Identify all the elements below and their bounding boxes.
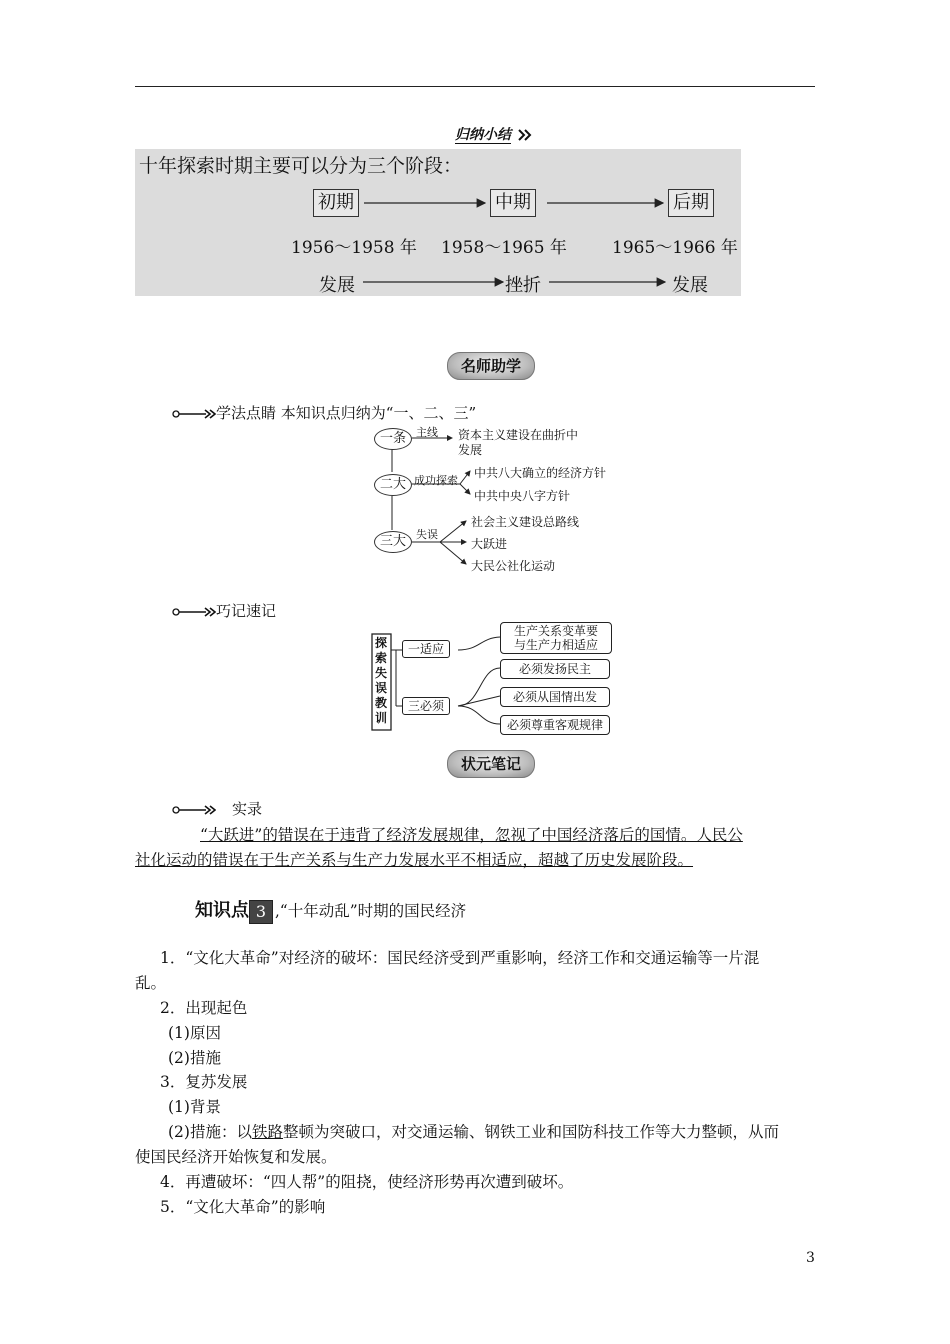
stage-early: 初期 xyxy=(313,189,359,217)
kp-item-3-1: (1)背景 xyxy=(168,1098,221,1116)
success-item-2: 中共中央八字方针 xyxy=(474,489,571,503)
bullet-arrow-icon xyxy=(172,805,216,815)
node-two: 二大 xyxy=(374,474,412,496)
bullet-arrow-icon xyxy=(172,409,216,419)
summary-heading: 归纳小结 xyxy=(455,127,511,143)
memory-fit-item-1: 生产关系变革要 xyxy=(513,624,598,638)
kp-item-4: 4．再遭破坏：“四人帮”的阻挠，使经济形势再次遭到破坏。 xyxy=(160,1173,574,1191)
method-bullet xyxy=(172,402,476,423)
kp-item-1: 1．“文化大革命”对经济的破坏：国民经济受到严重影响，经济工作和交通运输等一片混 xyxy=(160,949,760,967)
memory-must-3: 必须尊重客观规律 xyxy=(500,715,610,735)
success-item-1: 中共八大确立的经济方针 xyxy=(474,466,607,480)
kp-item-2-2: (2)措施 xyxy=(168,1049,221,1067)
kp-item-2-1: (1)原因 xyxy=(168,1024,221,1042)
memory-bullet xyxy=(172,600,276,621)
years-middle: 1958～1965 年 xyxy=(441,238,567,258)
measure-underlined: 铁路 xyxy=(251,1123,283,1141)
years-late: 1965～1966 年 xyxy=(612,238,738,258)
trend-early: 发展 xyxy=(319,275,355,296)
memory-root: 探索失误教训 xyxy=(374,636,387,725)
branch-mistake: 失误 xyxy=(416,528,438,541)
memory-label: 巧记速记 xyxy=(216,602,277,620)
branch-main: 主线 xyxy=(416,426,438,439)
notes-bullet xyxy=(172,798,262,819)
kp-prefix: 知识点 xyxy=(195,900,249,921)
summary-intro: 十年探索时期主要可以分为三个阶段： xyxy=(139,155,463,177)
memory-fit-item-2: 与生产力相适应 xyxy=(513,638,598,652)
header-rule xyxy=(135,86,815,87)
method-label: 学法点睛 本知识点归纳为“一、二、三” xyxy=(216,404,477,422)
kp-item-5: 5．“文化大革命”的影响 xyxy=(160,1198,326,1216)
mistake-item-2: 大跃进 xyxy=(471,537,508,551)
trend-late: 发展 xyxy=(672,275,708,296)
notes-line-1 xyxy=(200,822,815,848)
main-item-2: 发展 xyxy=(458,443,483,457)
memory-must-label: 三必须 xyxy=(402,697,450,715)
kp-title: “十年动乱”时期的国民经济 xyxy=(279,902,467,920)
knowledge-point-heading: 知识点 3 ,“十年动乱”时期的国民经济 xyxy=(195,896,466,924)
summary-box xyxy=(135,149,741,296)
kp-item-1-cont: 乱。 xyxy=(135,974,167,992)
node-one: 一条 xyxy=(374,428,412,450)
memory-must-1: 必须发扬民主 xyxy=(500,659,610,679)
kp-item-3-2 xyxy=(168,1119,779,1145)
memory-must-2: 必须从国情出发 xyxy=(500,687,610,707)
branch-success: 成功探索 xyxy=(414,474,458,487)
stage-middle: 中期 xyxy=(490,189,536,217)
tips-heading: 名师助学 xyxy=(447,352,535,380)
stage-late: 后期 xyxy=(668,189,714,217)
node-three: 三大 xyxy=(374,531,412,553)
kp-number: 3 xyxy=(249,900,273,924)
measure-rest: 整顿为突破口，对交通运输、钢铁工业和国防科技工作等大力整顿，从而 xyxy=(282,1123,779,1141)
bullet-arrow-icon xyxy=(172,607,216,617)
kp-item-3-2-cont: 使国民经济开始恢复和发展。 xyxy=(135,1148,337,1166)
years-early: 1956～1958 年 xyxy=(291,238,417,258)
memory-fit-box xyxy=(500,622,612,654)
mistake-item-3: 大民公社化运动 xyxy=(471,559,556,573)
memory-fit-label: 一适应 xyxy=(402,640,450,658)
mistake-item-1: 社会主义建设总路线 xyxy=(471,515,580,529)
notes-text-1: “大跃进”的错误在于违背了经济发展规律，忽视了中国经济落后的国情。人民公 xyxy=(200,826,743,844)
notes-heading: 状元笔记 xyxy=(447,750,535,778)
notes-text-2: 社化运动的错误在于生产关系与生产力发展水平不相适应，超越了历史发展阶段。 xyxy=(135,851,694,869)
trend-middle: 挫折 xyxy=(505,275,541,296)
double-chevron-icon xyxy=(518,129,532,141)
kp-item-2: 2．出现起色 xyxy=(160,999,248,1017)
notes-line-2 xyxy=(135,847,815,873)
summary-arrows xyxy=(135,149,741,296)
notes-label: 实录 xyxy=(232,800,263,818)
page-number: 3 xyxy=(806,1250,815,1266)
main-item-1: 资本主义建设在曲折中 xyxy=(458,428,579,442)
kp-item-3: 3．复苏发展 xyxy=(160,1073,248,1091)
measure-prefix: (2)措施：以 xyxy=(168,1123,252,1141)
